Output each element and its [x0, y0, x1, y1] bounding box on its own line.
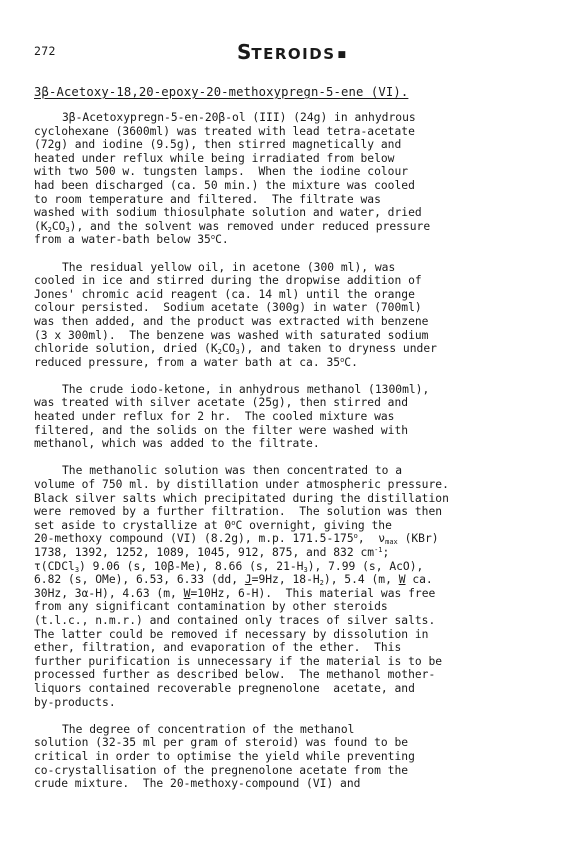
text-line: [34, 587, 554, 601]
text-line: processed further as described below. The methanol mother-: [34, 668, 436, 682]
text-line: heated under reflux for 2 hr. The cooled mixture was: [34, 410, 395, 424]
text-line: co-crystallisation of the pregnenolone acetate from the: [34, 763, 409, 777]
text-line: ether, filtration, and evaporation of the ether. This: [34, 641, 402, 655]
paragraph-2: [34, 261, 554, 370]
text-line: The methanolic solution was then concentrated to a: [62, 464, 403, 478]
text-line: cooled in ice and stirred during the dropwise addition of: [34, 274, 422, 288]
text-line: [34, 519, 554, 533]
text-run: from a water-bath below 35: [34, 233, 211, 247]
text-line: volume of 750 ml. by distillation under atmospheric pressure.: [34, 478, 449, 492]
text-run: , ν: [357, 532, 386, 546]
text-run: ;: [382, 546, 390, 559]
subscript: 3: [235, 348, 240, 357]
text-line: Black silver salts which precipitated during the distillation: [34, 491, 449, 505]
text-run: CO: [51, 219, 66, 233]
text-run: set aside to crystallize at 0: [34, 518, 232, 532]
superscript: o: [353, 532, 358, 541]
text-run: W: [183, 586, 191, 600]
text-line: methanol, which was added to the filtrate.: [34, 437, 320, 451]
text-line: [34, 233, 554, 247]
text-run: ), and taken to dryness under: [239, 342, 437, 356]
text-line: The crude iodo-ketone, in anhydrous methanol (1300ml),: [62, 382, 430, 396]
paragraph-5: [34, 723, 554, 791]
text-run: 6.82 (s, OMe), 6.53, 6.33 (dd,: [34, 573, 245, 587]
ornament-icon: ■: [337, 50, 348, 60]
text-run: ) 9.06 (s, 10β-Me), 8.66 (s, 21-H: [79, 559, 304, 573]
text-run: C.: [215, 233, 229, 247]
text-run: =10Hz, 6-H). This material was free: [190, 586, 436, 600]
text-line: (72g) and iodine (9.5g), then stirred magnetically and: [34, 138, 402, 152]
text-line: had been discharged (ca. 50 min.) the mixture was cooled: [34, 178, 415, 192]
text-line: cyclohexane (3600ml) was treated with lead tetra-acetate: [34, 124, 415, 138]
superscript: o: [340, 355, 345, 364]
text-run: ca.: [405, 573, 433, 587]
text-line: was treated with silver acetate (25g), then stirred and: [34, 396, 409, 410]
page-number: 272: [34, 44, 56, 58]
text-line: colour persisted. Sodium acetate (300g) in water (700ml): [34, 301, 422, 315]
text-line: [34, 342, 554, 356]
text-line: (3 x 300ml). The benzene was washed with saturated sodium: [34, 328, 429, 342]
superscript: -1: [374, 546, 383, 554]
text-line: by-products.: [34, 695, 116, 709]
subscript: 3: [65, 225, 70, 234]
text-line: liquors contained recoverable pregnenolone acetate, and: [34, 681, 415, 695]
paragraph-3: [34, 383, 554, 451]
text-line: solution (32-35 ml per gram of steroid) was found to be: [34, 736, 409, 750]
text-line: critical in order to optimise the yield while preventing: [34, 749, 415, 763]
superscript: o: [210, 233, 216, 242]
text-run: J: [244, 573, 252, 587]
text-run: reduced pressure, from a water bath at ca. 35: [34, 355, 341, 369]
text-line: 3β-Acetoxypregn-5-en-20β-ol (III) (24g) in anhydrous: [62, 111, 416, 124]
text-line: The degree of concentration of the methanol: [62, 722, 355, 736]
text-run: 30Hz, 3α-H), 4.63 (m,: [34, 586, 184, 600]
text-run: 20-methoxy compound (VI) (8.2g), m.p. 171.5-175: [34, 532, 354, 546]
text-line: The latter could be removed if necessary by dissolution in: [34, 627, 429, 641]
text-line: to room temperature and filtered. The filtrate was: [34, 192, 381, 206]
text-run: chloride solution, dried (K: [34, 342, 218, 356]
text-run: CO: [221, 342, 236, 356]
subscript: 2: [47, 225, 52, 234]
paragraph-4: [34, 464, 554, 709]
text-run: ), 7.99 (s, AcO),: [307, 559, 424, 573]
superscript: o: [231, 518, 236, 527]
subscript: 2: [319, 579, 324, 588]
body-text: [34, 111, 554, 804]
text-line: [34, 532, 554, 546]
text-line: were removed by a further filtration. The solution was then: [34, 505, 443, 519]
subscript: 3: [303, 565, 308, 574]
text-run: =9Hz, 18-H: [251, 573, 320, 587]
section-heading: 3β-Acetoxy-18,20-epoxy-20-methoxypregn-5-ene (VI).: [34, 85, 409, 99]
text-run: (KBr): [397, 532, 439, 546]
subscript: 3: [74, 565, 80, 574]
text-line: [34, 356, 554, 370]
text-line: [34, 220, 554, 234]
text-line: [34, 560, 554, 574]
text-line: washed with sodium thiosulphate solution and water, dried: [34, 206, 422, 220]
text-line: filtered, and the solids on the filter were washed with: [34, 423, 409, 437]
text-line: was then added, and the product was extracted with benzene: [34, 314, 429, 328]
text-line: [34, 546, 554, 560]
journal-title: [237, 40, 348, 64]
text-run: 1738, 1392, 1252, 1089, 1045, 912, 875, and 832 cm: [34, 546, 375, 559]
text-line: (t.l.c., n.m.r.) and contained only traces of silver salts.: [34, 613, 436, 627]
text-line: from any significant contamination by other steroids: [34, 600, 388, 614]
text-run: C.: [344, 355, 358, 369]
text-line: crude mixture. The 20-methoxy-compound (VI) and: [34, 777, 361, 791]
text-line: The residual yellow oil, in acetone (300 ml), was: [62, 260, 396, 274]
text-line: with two 500 w. tungsten lamps. When the iodine colour: [34, 165, 409, 179]
text-run: W: [398, 573, 406, 587]
text-line: heated under reflux while being irradiated from below: [34, 151, 395, 165]
text-run: C overnight, giving the: [235, 518, 392, 532]
journal-title-initial: S: [237, 40, 252, 64]
text-run: ), and the solvent was removed under reduced pressure: [69, 219, 431, 233]
journal-title-rest: TEROIDS: [251, 45, 336, 63]
paragraph-1: [34, 111, 554, 247]
text-run: ), 5.4 (m,: [323, 573, 399, 587]
text-line: Jones' chromic acid reagent (ca. 14 ml) until the orange: [34, 287, 415, 301]
subscript: max: [385, 538, 398, 547]
text-run: τ(CDCl: [34, 559, 75, 573]
subscript: 2: [217, 348, 222, 357]
text-line: further purification is unnecessary if the material is to be: [34, 654, 443, 668]
text-run: (K: [34, 219, 48, 233]
text-line: [34, 573, 554, 587]
